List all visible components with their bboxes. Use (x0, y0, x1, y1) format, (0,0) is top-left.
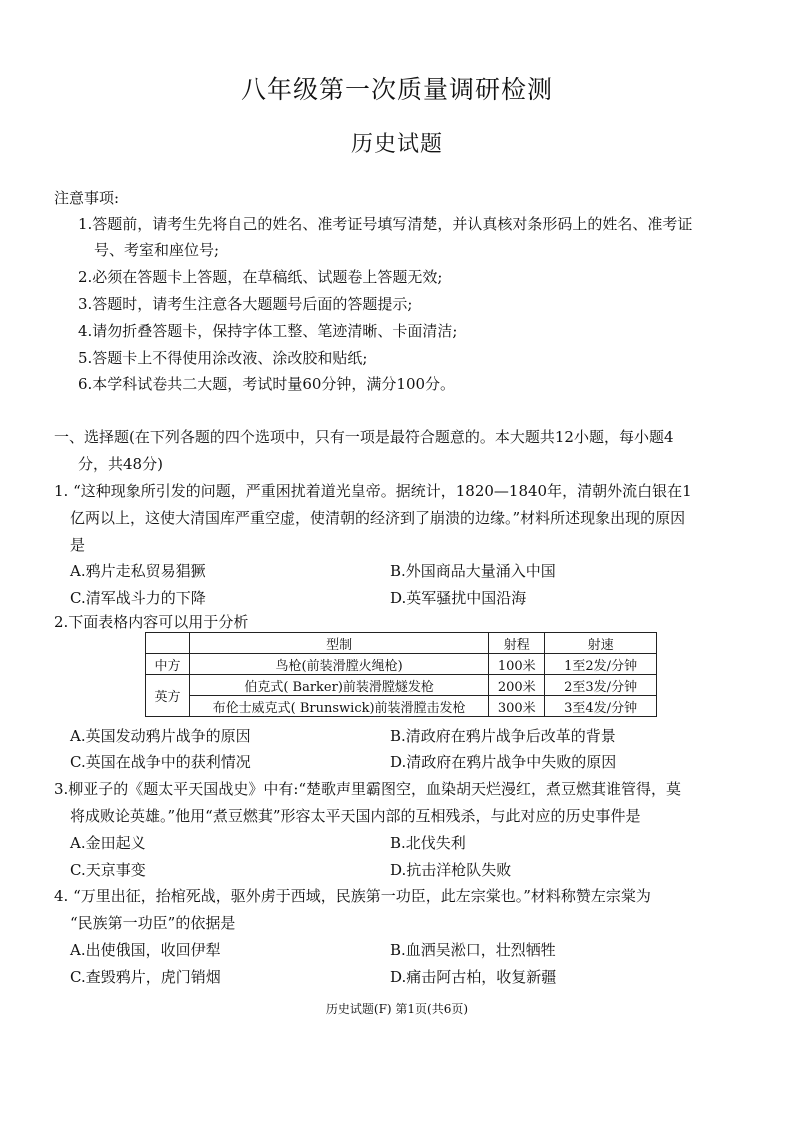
note-item: 3.答题时，请考生注意各大题题号后面的答题提示; (78, 295, 413, 313)
question-4-stem: 4. “万里出征，抬棺死战，驱外虏于西域，民族第一功臣，此左宗棠也。”材料称赞左宗棠为 (54, 887, 651, 905)
q4-option-b[interactable]: B.血洒吴淞口，壮烈牺牲 (390, 941, 556, 959)
notes-heading: 注意事项: (54, 189, 120, 207)
q1-option-a[interactable]: A.鸦片走私贸易猖獗 (70, 562, 206, 580)
question-3-stem: 将成败论英雄。”他用“煮豆燃萁”形容太平天国内部的互相残杀，与此对应的历史事件是 (70, 807, 641, 825)
table-cell: 3至4发/分钟 (545, 696, 657, 717)
table-cell: 100米 (489, 654, 545, 675)
table-header-row (146, 633, 657, 654)
q2-option-a[interactable]: A.英国发动鸦片战争的原因 (70, 727, 251, 745)
note-item: 号、考室和座位号; (94, 241, 220, 259)
table-row (146, 696, 657, 717)
question-1-stem: 亿两以上，这使大清国库严重空虚，使清朝的经济到了崩溃的边缘。”材料所述现象出现的原因 (70, 509, 686, 527)
table-cell: 300米 (489, 696, 545, 717)
q3-option-a[interactable]: A.金田起义 (70, 834, 146, 852)
q1-option-d[interactable]: D.英军骚扰中国沿海 (390, 589, 527, 607)
q2-option-d[interactable]: D.清政府在鸦片战争中失败的原因 (390, 753, 617, 771)
table-row (146, 654, 657, 675)
weapons-table (145, 632, 657, 717)
table-row (146, 675, 657, 696)
q3-option-b[interactable]: B.北伐失利 (390, 834, 466, 852)
note-item: 1.答题前，请考生先将自己的姓名、准考证号填写清楚，并认真核对条形码上的姓名、准考证 (78, 215, 693, 233)
q4-option-c[interactable]: C.查毁鸦片，虎门销烟 (70, 968, 221, 986)
question-1-stem: 是 (70, 536, 86, 554)
question-3-stem: 3.柳亚子的《题太平天国战史》中有:“楚歌声里霸图空，血染胡天烂漫红，煮豆燃萁谁管得，莫 (54, 780, 682, 798)
page-footer: 历史试题(F) 第1页(共6页) (325, 1002, 469, 1016)
q3-option-c[interactable]: C.天京事变 (70, 861, 146, 879)
question-1-stem: 1. “这种现象所引发的问题，严重困扰着道光皇帝。据统计，1820—1840年，清朝外流白银在1 (54, 482, 692, 500)
table-header-range: 射程 (489, 633, 545, 654)
page-title: 八年级第一次质量调研检测 (240, 75, 553, 104)
note-item: 4.请勿折叠答题卡，保持字体工整、笔迹清晰、卡面清洁; (78, 322, 458, 340)
note-item: 6.本学科试卷共二大题，考试时量60分钟，满分100分。 (78, 375, 456, 393)
table-header-rate: 射速 (545, 633, 657, 654)
table-cell: 1至2发/分钟 (545, 654, 657, 675)
table-cell: 伯克式( Barker)前装滑膛燧发枪 (189, 675, 488, 696)
q3-option-d[interactable]: D.抗击洋枪队失败 (390, 861, 512, 879)
section-heading-cont: 分，共48分) (78, 455, 163, 473)
q4-option-d[interactable]: D.痛击阿古柏，收复新疆 (390, 968, 557, 986)
q1-option-c[interactable]: C.清军战斗力的下降 (70, 589, 206, 607)
section-heading: 一、选择题(在下列各题的四个选项中，只有一项是最符合题意的。本大题共12小题，每小题4 (54, 428, 674, 446)
side-britain: 英方 (146, 675, 190, 717)
table-header-blank (146, 633, 190, 654)
page-subtitle: 历史试题 (350, 132, 443, 157)
table-header-type: 型制 (189, 633, 488, 654)
q2-option-c[interactable]: C.英国在战争中的获利情况 (70, 753, 251, 771)
side-china: 中方 (146, 654, 190, 675)
table-cell: 2至3发/分钟 (545, 675, 657, 696)
q1-option-b[interactable]: B.外国商品大量涌入中国 (390, 562, 556, 580)
table-cell: 鸟枪(前装滑膛火绳枪) (189, 654, 488, 675)
q4-option-a[interactable]: A.出使俄国，收回伊犁 (70, 941, 221, 959)
table-cell: 布伦士威克式( Brunswick)前装滑膛击发枪 (189, 696, 488, 717)
question-4-stem: “民族第一功臣”的依据是 (70, 914, 236, 932)
q2-option-b[interactable]: B.清政府在鸦片战争后改革的背景 (390, 727, 616, 745)
note-item: 2.必须在答题卡上答题，在草稿纸、试题卷上答题无效; (78, 268, 443, 286)
question-2-stem: 2.下面表格内容可以用于分析 (54, 613, 249, 631)
note-item: 5.答题卡上不得使用涂改液、涂改胶和贴纸; (78, 349, 368, 367)
table-cell: 200米 (489, 675, 545, 696)
